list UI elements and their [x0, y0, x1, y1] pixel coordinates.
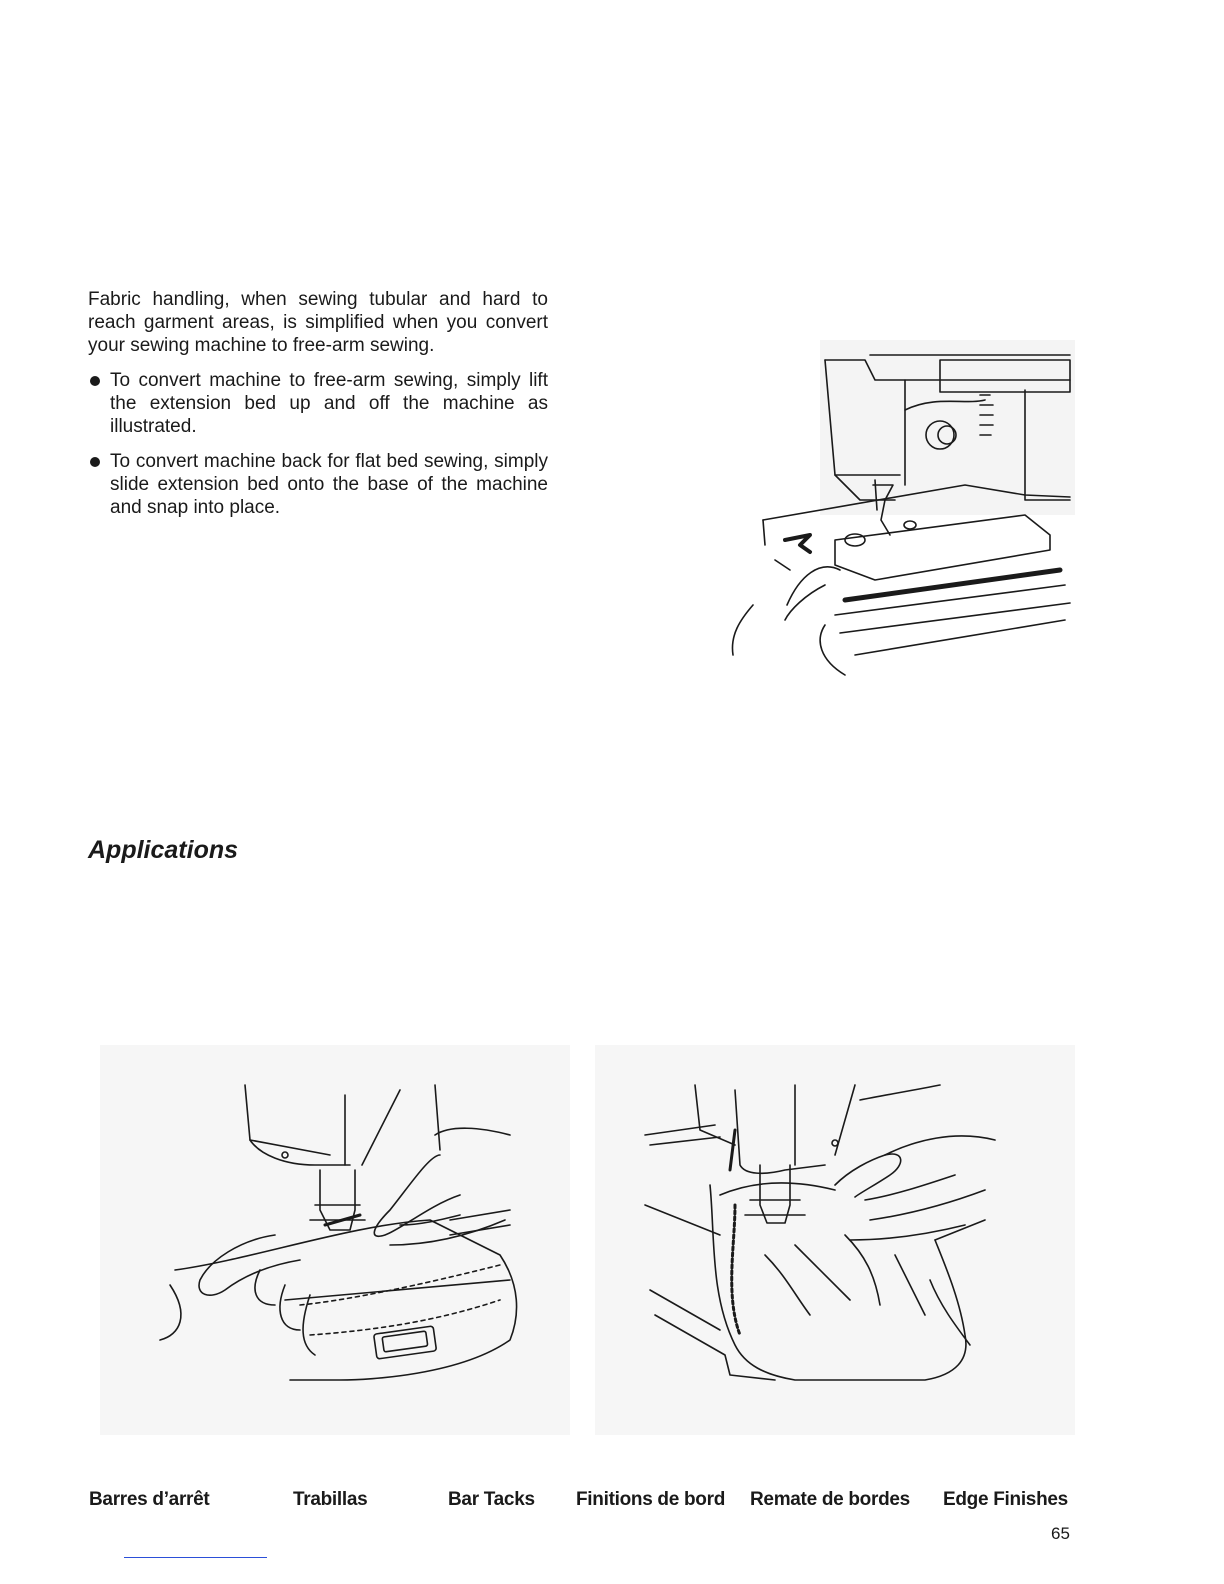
instruction-list — [88, 369, 548, 519]
caption-bar-tacks-es: Trabillas — [293, 1489, 368, 1510]
instruction-text: To convert machine back for flat bed sewing, simply slide extension bed onto the base of the machine and snap into place. — [110, 451, 548, 518]
intro-text — [88, 288, 548, 531]
caption-bar-tacks-en: Bar Tacks — [448, 1489, 535, 1510]
footer-rule — [124, 1557, 267, 1558]
caption-row — [0, 1489, 1224, 1515]
instruction-text: To convert machine to free-arm sewing, simply lift the extension bed up and off the machine as illustrated. — [110, 370, 548, 437]
caption-bar-tacks-fr: Barres d’arrêt — [89, 1489, 210, 1510]
instruction-item — [88, 369, 548, 438]
instruction-item — [88, 450, 548, 519]
page-number: 65 — [1051, 1524, 1070, 1543]
caption-edge-finishes-es: Remate de bordes — [750, 1489, 910, 1510]
caption-edge-finishes-fr: Finitions de bord — [576, 1489, 725, 1510]
section-heading: Applications — [88, 836, 239, 864]
bar-tacks-illustration — [100, 1045, 570, 1435]
free-arm-conversion-illustration — [725, 335, 1080, 685]
caption-edge-finishes-en: Edge Finishes — [943, 1489, 1068, 1510]
bullet-icon — [90, 457, 100, 467]
edge-finishes-illustration — [595, 1045, 1075, 1435]
bullet-icon — [90, 376, 100, 386]
intro-paragraph: Fabric handling, when sewing tubular and hard to reach garment areas, is simplified when you convert your sewing machine to free-arm sewing. — [88, 289, 548, 356]
